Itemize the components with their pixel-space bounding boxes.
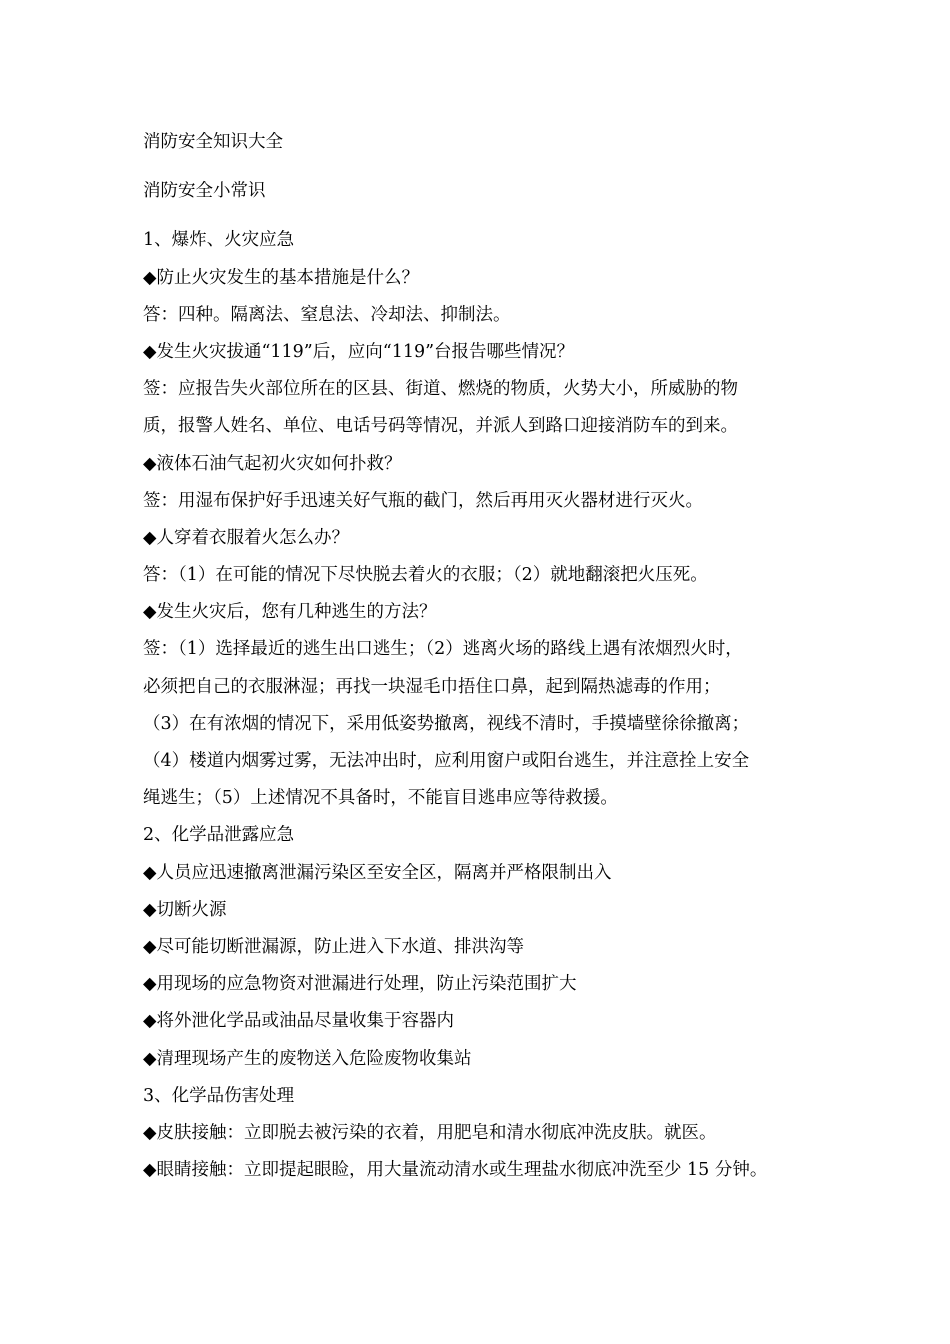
question-1: ◆防止火灾发生的基本措施是什么？ (143, 267, 419, 288)
answer-2-line-2: 质，报警人姓名、单位、电话号码等情况，并派人到路口迎接消防车的到来。 (143, 416, 738, 437)
answer-5-line-4: （4）楼道内烟雾过雾，无法冲出时，应利用窗户或阳台逃生，并注意拴上安全 (143, 751, 750, 772)
document-title: 消防安全知识大全 (143, 132, 283, 152)
answer-5-line-1: 签：（1）选择最近的逃生出口逃生；（2）逃离火场的路线上遇有浓烟烈火时， (143, 639, 743, 660)
section-heading-2: 2、化学品泄露应急 (143, 825, 295, 846)
section-heading-1: 1、爆炸、火灾应急 (143, 230, 295, 251)
answer-5-line-3: （3）在有浓烟的情况下，采用低姿势撤离，视线不清时，手摸墙壁徐徐撤离； (143, 713, 750, 734)
document-subtitle: 消防安全小常识 (143, 181, 266, 202)
answer-3: 签：用湿布保护好手迅速关好气瓶的截门，然后再用灭火器材进行灭火。 (143, 490, 703, 511)
question-5: ◆发生火灾后，您有几种逃生的方法？ (143, 602, 437, 623)
list-item: ◆眼睛接触：立即提起眼睑，用大量流动清水或生理盐水彻底冲洗至少 15 分钟。 (143, 1160, 768, 1181)
list-item: ◆人员应迅速撤离泄漏污染区至安全区，隔离并严格限制出入 (143, 862, 612, 883)
list-item: ◆切断火源 (143, 899, 227, 920)
list-item: ◆清理现场产生的废物送入危险废物收集站 (143, 1048, 472, 1069)
answer-4: 答：（1）在可能的情况下尽快脱去着火的衣服；（2）就地翻滚把火压死。 (143, 565, 708, 586)
answer-5-line-5: 绳逃生；（5）上述情况不具备时，不能盲目逃串应等待救援。 (143, 788, 618, 809)
section-heading-3: 3、化学品伤害处理 (143, 1085, 295, 1106)
question-4: ◆人穿着衣服着火怎么办？ (143, 527, 349, 548)
list-item: ◆将外泄化学品或油品尽量收集于容器内 (143, 1011, 454, 1032)
answer-2-line-1: 签：应报告失火部位所在的区县、街道、燃烧的物质，火势大小，所威胁的物 (143, 379, 738, 400)
answer-5 (143, 631, 843, 817)
list-item: ◆用现场的应急物资对泄漏进行处理，防止污染范围扩大 (143, 974, 577, 995)
answer-1: 答：四种。隔离法、窒息法、冷却法、抑制法。 (143, 304, 511, 325)
question-2: ◆发生火灾拔通“119”后，应向“119”台报告哪些情况？ (143, 341, 575, 362)
answer-5-line-2: 必须把自己的衣服淋湿；再找一块湿毛巾捂住口鼻，起到隔热滤毒的作用； (143, 676, 721, 697)
list-item: ◆尽可能切断泄漏源，防止进入下水道、排洪沟等 (143, 937, 524, 958)
answer-2 (143, 371, 843, 445)
question-3: ◆液体石油气起初火灾如何扑救？ (143, 453, 402, 474)
document-page (143, 124, 843, 1189)
list-item: ◆皮肤接触：立即脱去被污染的衣着，用肥皂和清水彻底冲洗皮肤。就医。 (143, 1122, 717, 1143)
